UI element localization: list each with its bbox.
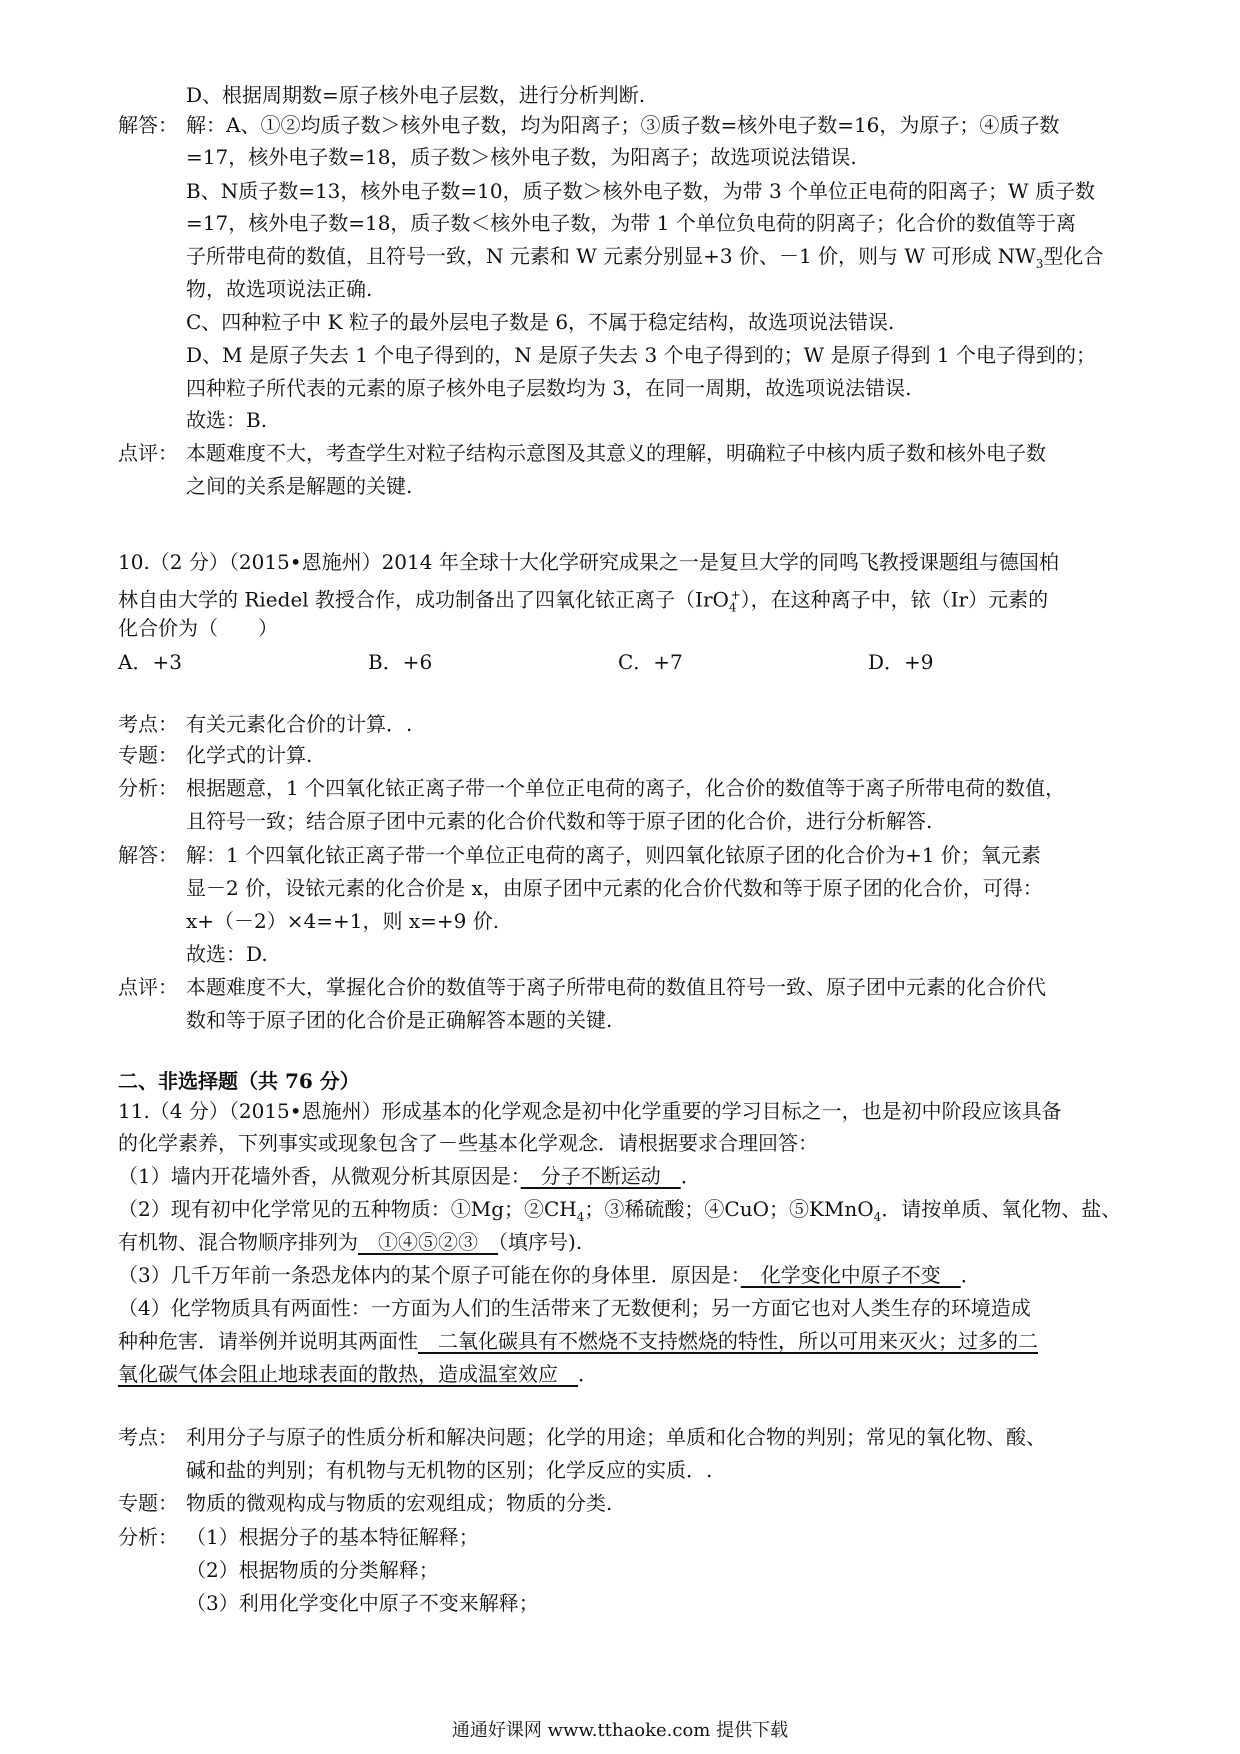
q11-p2-text: ．请按单质、氧化物、盐、 <box>881 1197 1122 1221</box>
q11-part-4-line: （4）化学物质具有两面性：一方面为人们的生活带来了无数便利；另一方面它也对人类生存的环境造成 <box>118 1296 1031 1320</box>
q11-part-4-line <box>118 1359 598 1389</box>
q11-kaodian-line: 利用分子与原子的性质分析和解决问题；化学的用途；单质和化合物的判别；常见的氧化物、酸、 <box>186 1425 1046 1449</box>
q10-stem-text: 林自由大学的 Riedel 教授合作，成功制备出了四氧化铱正离子（IrO <box>118 587 729 612</box>
q11-zhuanti: 物质的微观构成与物质的宏观组成；物质的分类. <box>186 1491 613 1515</box>
answer-line: 物，故选项说法正确. <box>186 277 373 301</box>
q11-stem-line: 11.（4 分）（2015•恩施州）形成基本的化学观念是初中化学重要的学习目标之一，也是初中阶段应该具备 <box>118 1099 1062 1123</box>
q10-stem-line: 10.（2 分）（2015•恩施州）2014 年全球十大化学研究成果之一是复旦大学的同鸣飞教授课题组与德国柏 <box>118 550 1059 574</box>
answer-line: 四种粒子所代表的元素的原子核外电子层数均为 3，在同一周期，故选项说法错误. <box>186 376 912 400</box>
q11-fenxi-line: （3）利用化学变化中原子不变来解释； <box>186 1591 539 1615</box>
q11-p2-end: （填序号). <box>498 1230 583 1254</box>
q11-p4-answer: 二氧化碳具有不燃烧不支持燃烧的特性，所以可用来灭火；过多的二 <box>418 1329 1038 1353</box>
comment-line: 本题难度不大，考查学生对粒子结构示意图及其意义的理解，明确粒子中核内质子数和核外电子数 <box>186 441 1046 465</box>
q10-dianping-label: 点评： <box>118 975 178 999</box>
q10-option-a: A．+3 <box>118 650 182 674</box>
q10-option-d: D．+9 <box>868 650 934 674</box>
kmno4-subscript: 4 <box>873 1210 882 1224</box>
q10-fenxi-line: 且符号一致；结合原子团中元素的化合价代数和等于原子团的化合价，进行分析解答. <box>186 809 933 833</box>
q10-jieda-line: 故选：D. <box>186 942 268 966</box>
answer-line: 故选：B. <box>186 408 268 432</box>
answer-line-text: 子所带电荷的数值，且符号一致，N 元素和 W 元素分别显+3 价、－1 价，则与 W 可形成 NW <box>186 244 1036 268</box>
q11-part-4-line <box>118 1326 1038 1356</box>
answer-line: B、N质子数=13，核外电子数=10，质子数＞核外电子数，为带 3 个单位正电荷的阳离子；W 质子数 <box>186 179 1095 203</box>
q11-p4-question: 种种危害．请举例并说明其两面性 <box>118 1329 418 1353</box>
q11-p3-end: ． <box>960 1263 981 1287</box>
answer-line: =17，核外电子数=18，质子数＞核外电子数，为阳离子；故选项说法错误. <box>186 145 857 169</box>
q11-p1-question: （1）墙内开花墙外香，从微观分析其原因是： <box>118 1164 521 1188</box>
q10-fenxi-line: 根据题意，1 个四氧化铱正离子带一个单位正电荷的离子，化合价的数值等于离子所带电荷的数值， <box>186 776 1066 800</box>
q10-option-c: C．+7 <box>618 650 683 674</box>
answer-line: D、M 是原子失去 1 个电子得到的，N 是原子失去 3 个电子得到的；W 是原子得到 1 个电子得到的； <box>186 343 1096 367</box>
page-footer: 通通好课网 www.tthaoke.com 提供下载 <box>451 1720 789 1741</box>
q11-p1-end: ． <box>680 1164 701 1188</box>
iro4-subscript: 4 <box>728 600 737 615</box>
q11-p3-question: （3）几千万年前一条恐龙体内的某个原子可能在你的身体里．原因是： <box>118 1263 741 1287</box>
q10-kaodian-label: 考点： <box>118 712 178 736</box>
q10-jieda-line: 解：1 个四氧化铱正离子带一个单位正电荷的离子，则四氧化铱原子团的化合价为+1 价；氧元素 <box>186 843 1041 867</box>
q10-jieda-label: 解答： <box>118 843 178 867</box>
comment-label: 点评： <box>118 441 178 465</box>
q11-fenxi-line: （2）根据物质的分类解释； <box>186 1558 439 1582</box>
q11-part-1 <box>118 1161 701 1191</box>
q11-part-2-line <box>118 1227 582 1257</box>
answer-line-tail: 型化合 <box>1043 244 1104 268</box>
q10-dianping-line: 本题难度不大，掌握化合价的数值等于离子所带电荷的数值且符号一致、原子团中元素的化合价代 <box>186 975 1046 999</box>
iro4-superscript: + <box>730 588 741 602</box>
q11-p2-text: （2）现有初中化学常见的五种物质：①Mg；②CH <box>118 1197 577 1221</box>
q10-fenxi-label: 分析： <box>118 776 178 800</box>
q10-jieda-line: 显－2 价，设铱元素的化合价是 x，由原子团中元素的化合价代数和等于原子团的化合价，可得： <box>186 876 1043 900</box>
section-title: 二、非选择题（共 76 分） <box>118 1069 360 1093</box>
q11-zhuanti-label: 专题： <box>118 1491 178 1515</box>
q11-p4-answer: 氧化碳气体会阻止地球表面的散热，造成温室效应 <box>118 1362 578 1386</box>
comment-line: 之间的关系是解题的关键. <box>186 474 413 498</box>
q10-stem-line: 化合价为（ ） <box>118 616 278 640</box>
q10-zhuanti-label: 专题： <box>118 743 178 767</box>
q11-kaodian-label: 考点： <box>118 1425 178 1449</box>
q10-jieda-line: x+（－2）×4=+1，则 x=+9 价. <box>186 909 500 933</box>
answer-line: 解：A、①②均质子数＞核外电子数，均为阳离子；③质子数=核外电子数=16，为原子；④质子数 <box>186 113 1060 137</box>
answer-label: 解答： <box>118 113 178 137</box>
q11-stem-line: 的化学素养，下列事实或现象包含了－些基本化学观念．请根据要求合理回答： <box>118 1131 818 1155</box>
q11-p2-answer: ①④⑤②③ <box>358 1230 498 1254</box>
q10-kaodian: 有关元素化合价的计算．. <box>186 712 413 736</box>
q11-p2-question: 有机物、混合物顺序排列为 <box>118 1230 358 1254</box>
q11-p2-text: ；③稀硫酸；④CuO；⑤KMnO <box>584 1197 874 1221</box>
q10-dianping-line: 数和等于原子团的化合价是正确解答本题的关键. <box>186 1008 613 1032</box>
ch4-subscript: 4 <box>576 1210 585 1224</box>
q10-option-b: B．+6 <box>368 650 433 674</box>
q11-p4-end: ． <box>578 1362 598 1386</box>
q10-zhuanti: 化学式的计算. <box>186 743 313 767</box>
q11-part-3 <box>118 1260 981 1290</box>
analysis-d: D、根据周期数=原子核外电子层数，进行分析判断. <box>186 83 646 107</box>
answer-line: C、四种粒子中 K 粒子的最外层电子数是 6，不属于稳定结构，故选项说法错误. <box>186 310 895 334</box>
nw3-subscript: 3 <box>1035 257 1044 271</box>
answer-line: =17，核外电子数=18，质子数＜核外电子数，为带 1 个单位负电荷的阴离子；化合价的数值等于离 <box>186 211 1076 235</box>
q10-stem-tail: ），在这种离子中，铱（Ir）元素的 <box>740 587 1049 612</box>
q11-kaodian-line: 碱和盐的判别；有机物与无机物的区别；化学反应的实质．. <box>186 1458 713 1482</box>
q11-fenxi-line: （1）根据分子的基本特征解释； <box>186 1525 479 1549</box>
q11-p3-answer: 化学变化中原子不变 <box>740 1263 961 1287</box>
q11-fenxi-label: 分析： <box>118 1525 178 1549</box>
q11-p1-answer: 分子不断运动 <box>520 1164 681 1188</box>
